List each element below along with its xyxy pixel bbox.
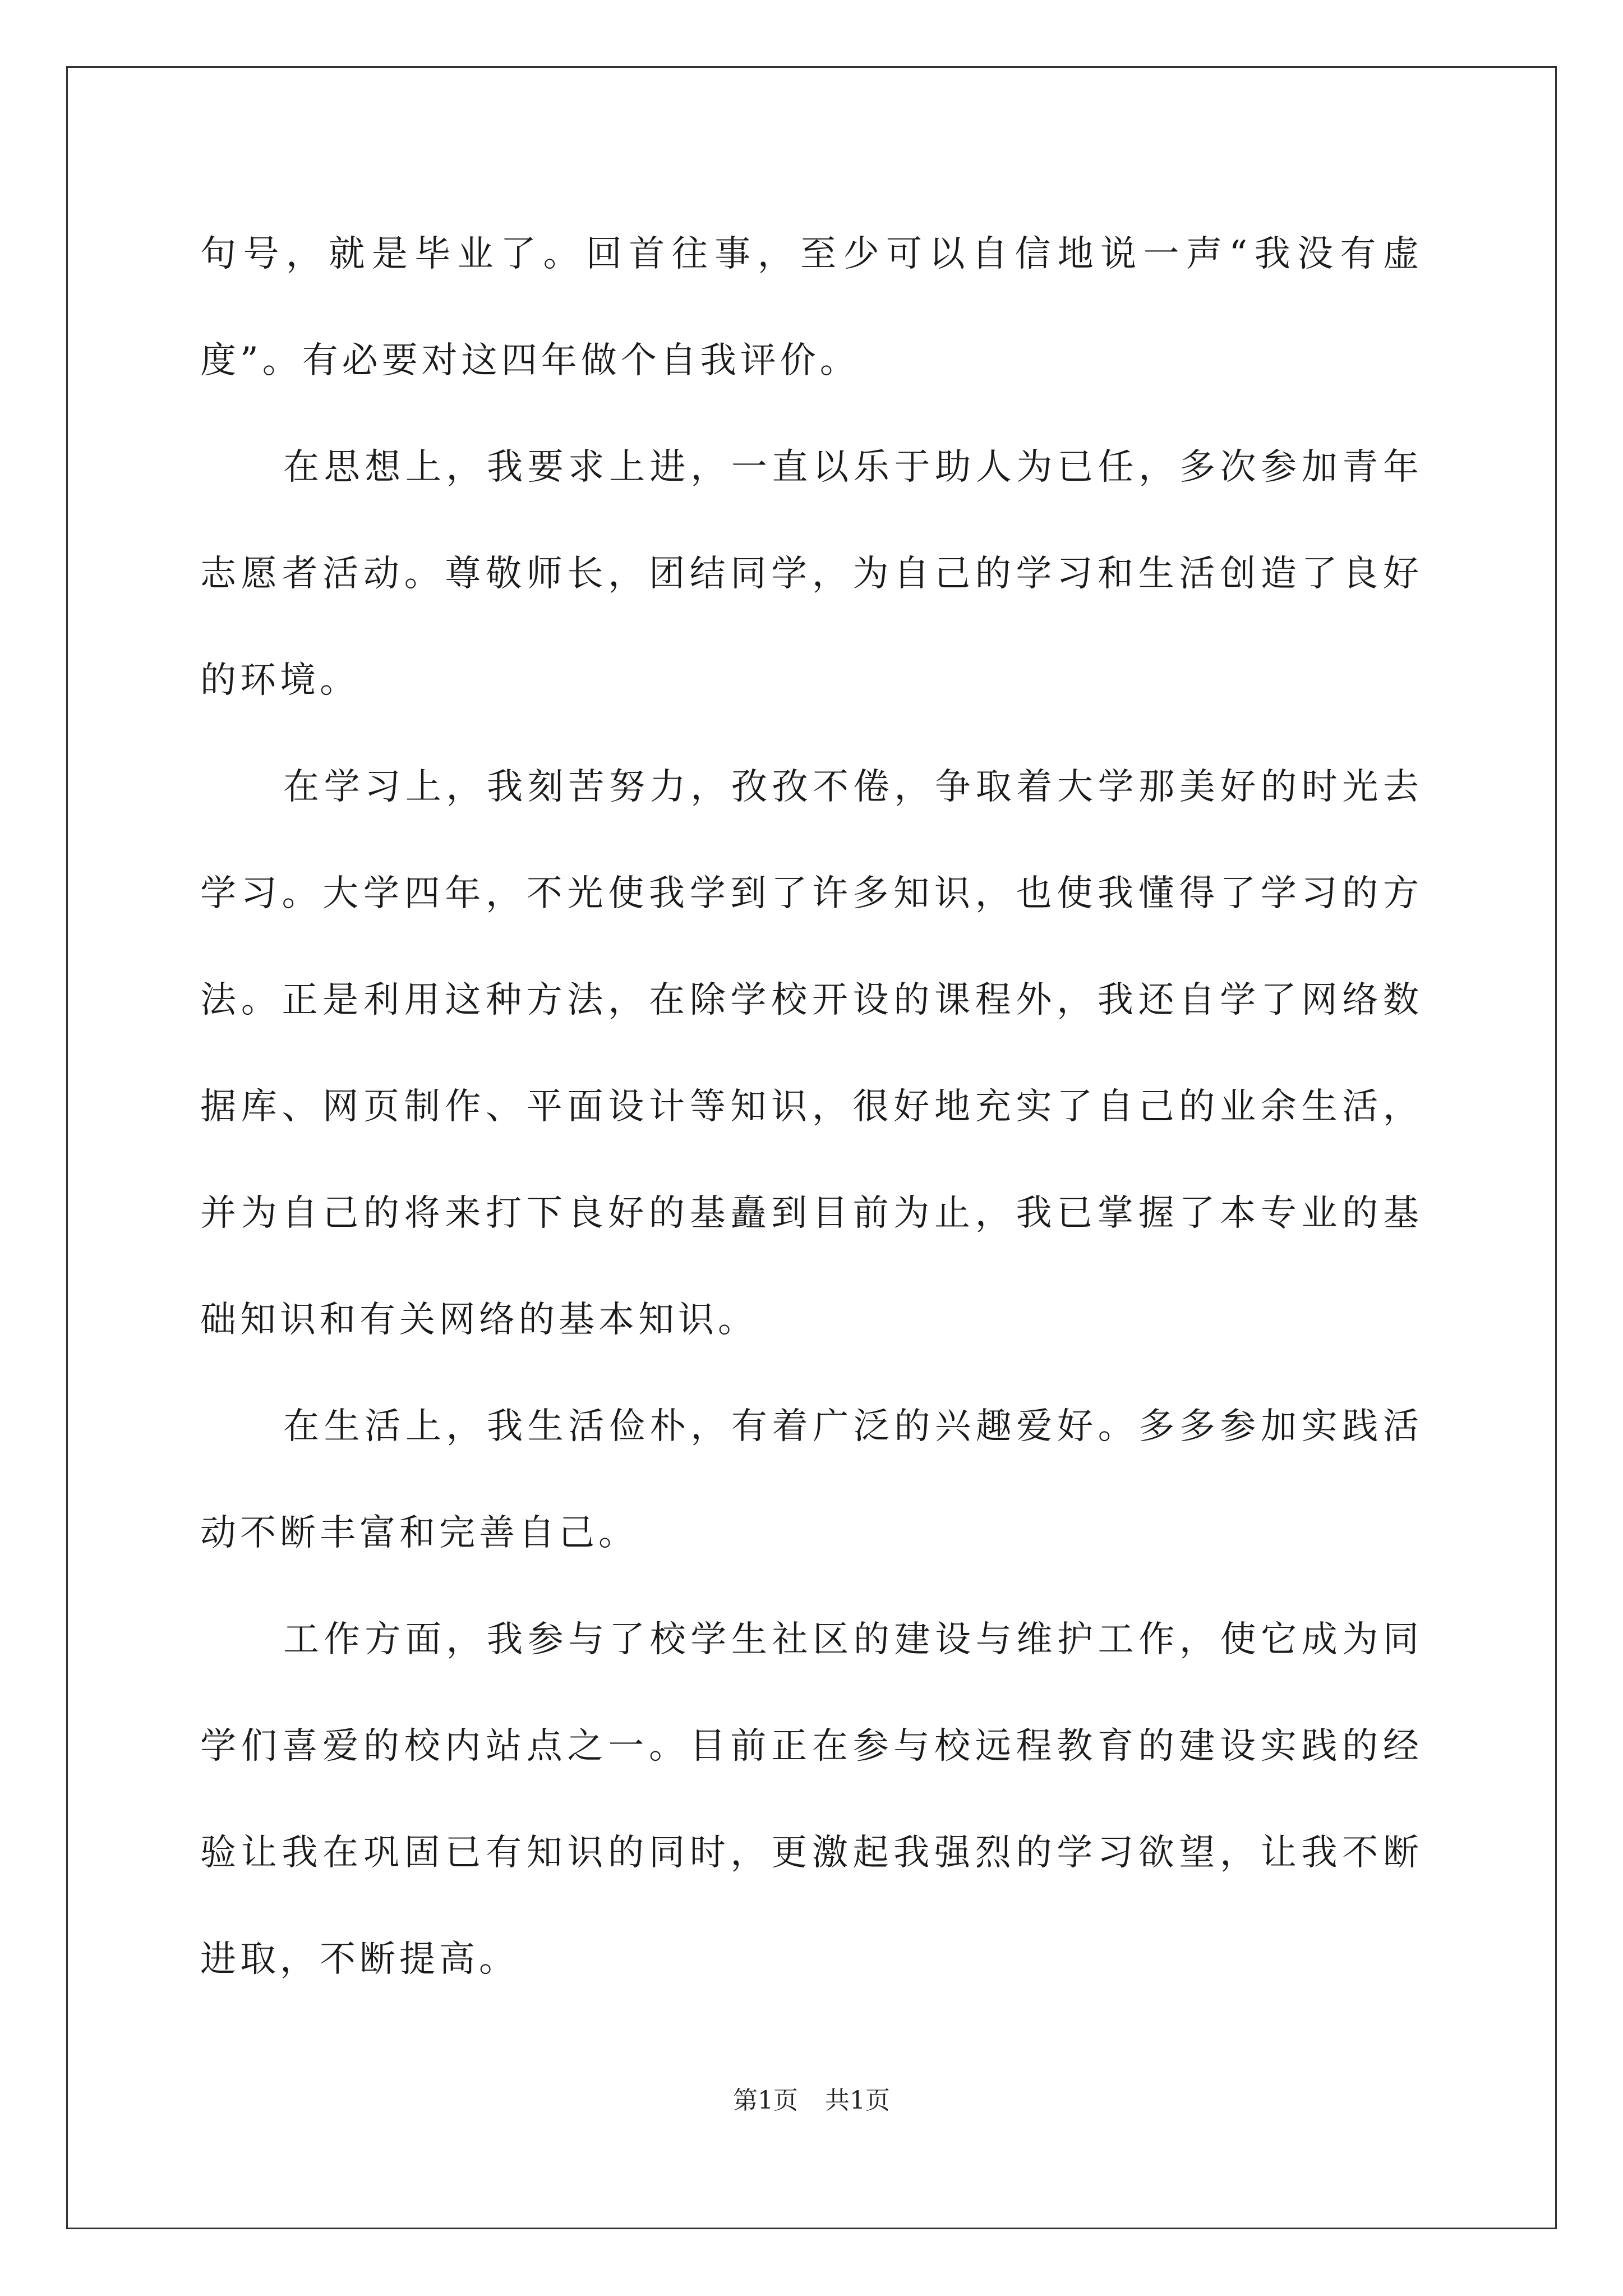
document-body: [200, 201, 1423, 2013]
paragraph-3: 在学习上，我刻苦努力，孜孜不倦，争取着大学那美好的时光去学习。大学四年，不光使我学到了许多知识，也使我懂得了学习的方法。正是利用这种方法，在除学校开设的课程外，我还自学了网络数据库、网页制作、平面设计等知识，很好地充实了自己的业余生活，并为自己的将来打下良好的基矗到目前为止，我已掌握了本专业的基础知识和有关网络的基本知识。: [200, 766, 1423, 1341]
paragraph-5: 工作方面，我参与了校学生社区的建设与维护工作，使它成为同学们喜爱的校内站点之一。目前正在参与校远程教育的建设实践的经验让我在巩固已有知识的同时，更激起我强烈的学习欲望，让我不断进取，不断提高。: [200, 1619, 1423, 1980]
paragraph-1: 句号，就是毕业了。回首往事，至少可以自信地说一声“我没有虚度”。有必要对这四年做个自我评价。: [200, 233, 1423, 381]
page-number: 第1页: [733, 2086, 798, 2115]
page-footer: [0, 2084, 1623, 2118]
paragraph-4: 在生活上，我生活俭朴，有着广泛的兴趣爱好。多多参加实践活动不断丰富和完善自己。: [200, 1406, 1423, 1554]
paragraph-2: 在思想上，我要求上进，一直以乐于助人为已任，多次参加青年志愿者活动。尊敬师长，团结同学，为自己的学习和生活创造了良好的环境。: [200, 447, 1423, 701]
total-pages: 共1页: [825, 2086, 890, 2115]
